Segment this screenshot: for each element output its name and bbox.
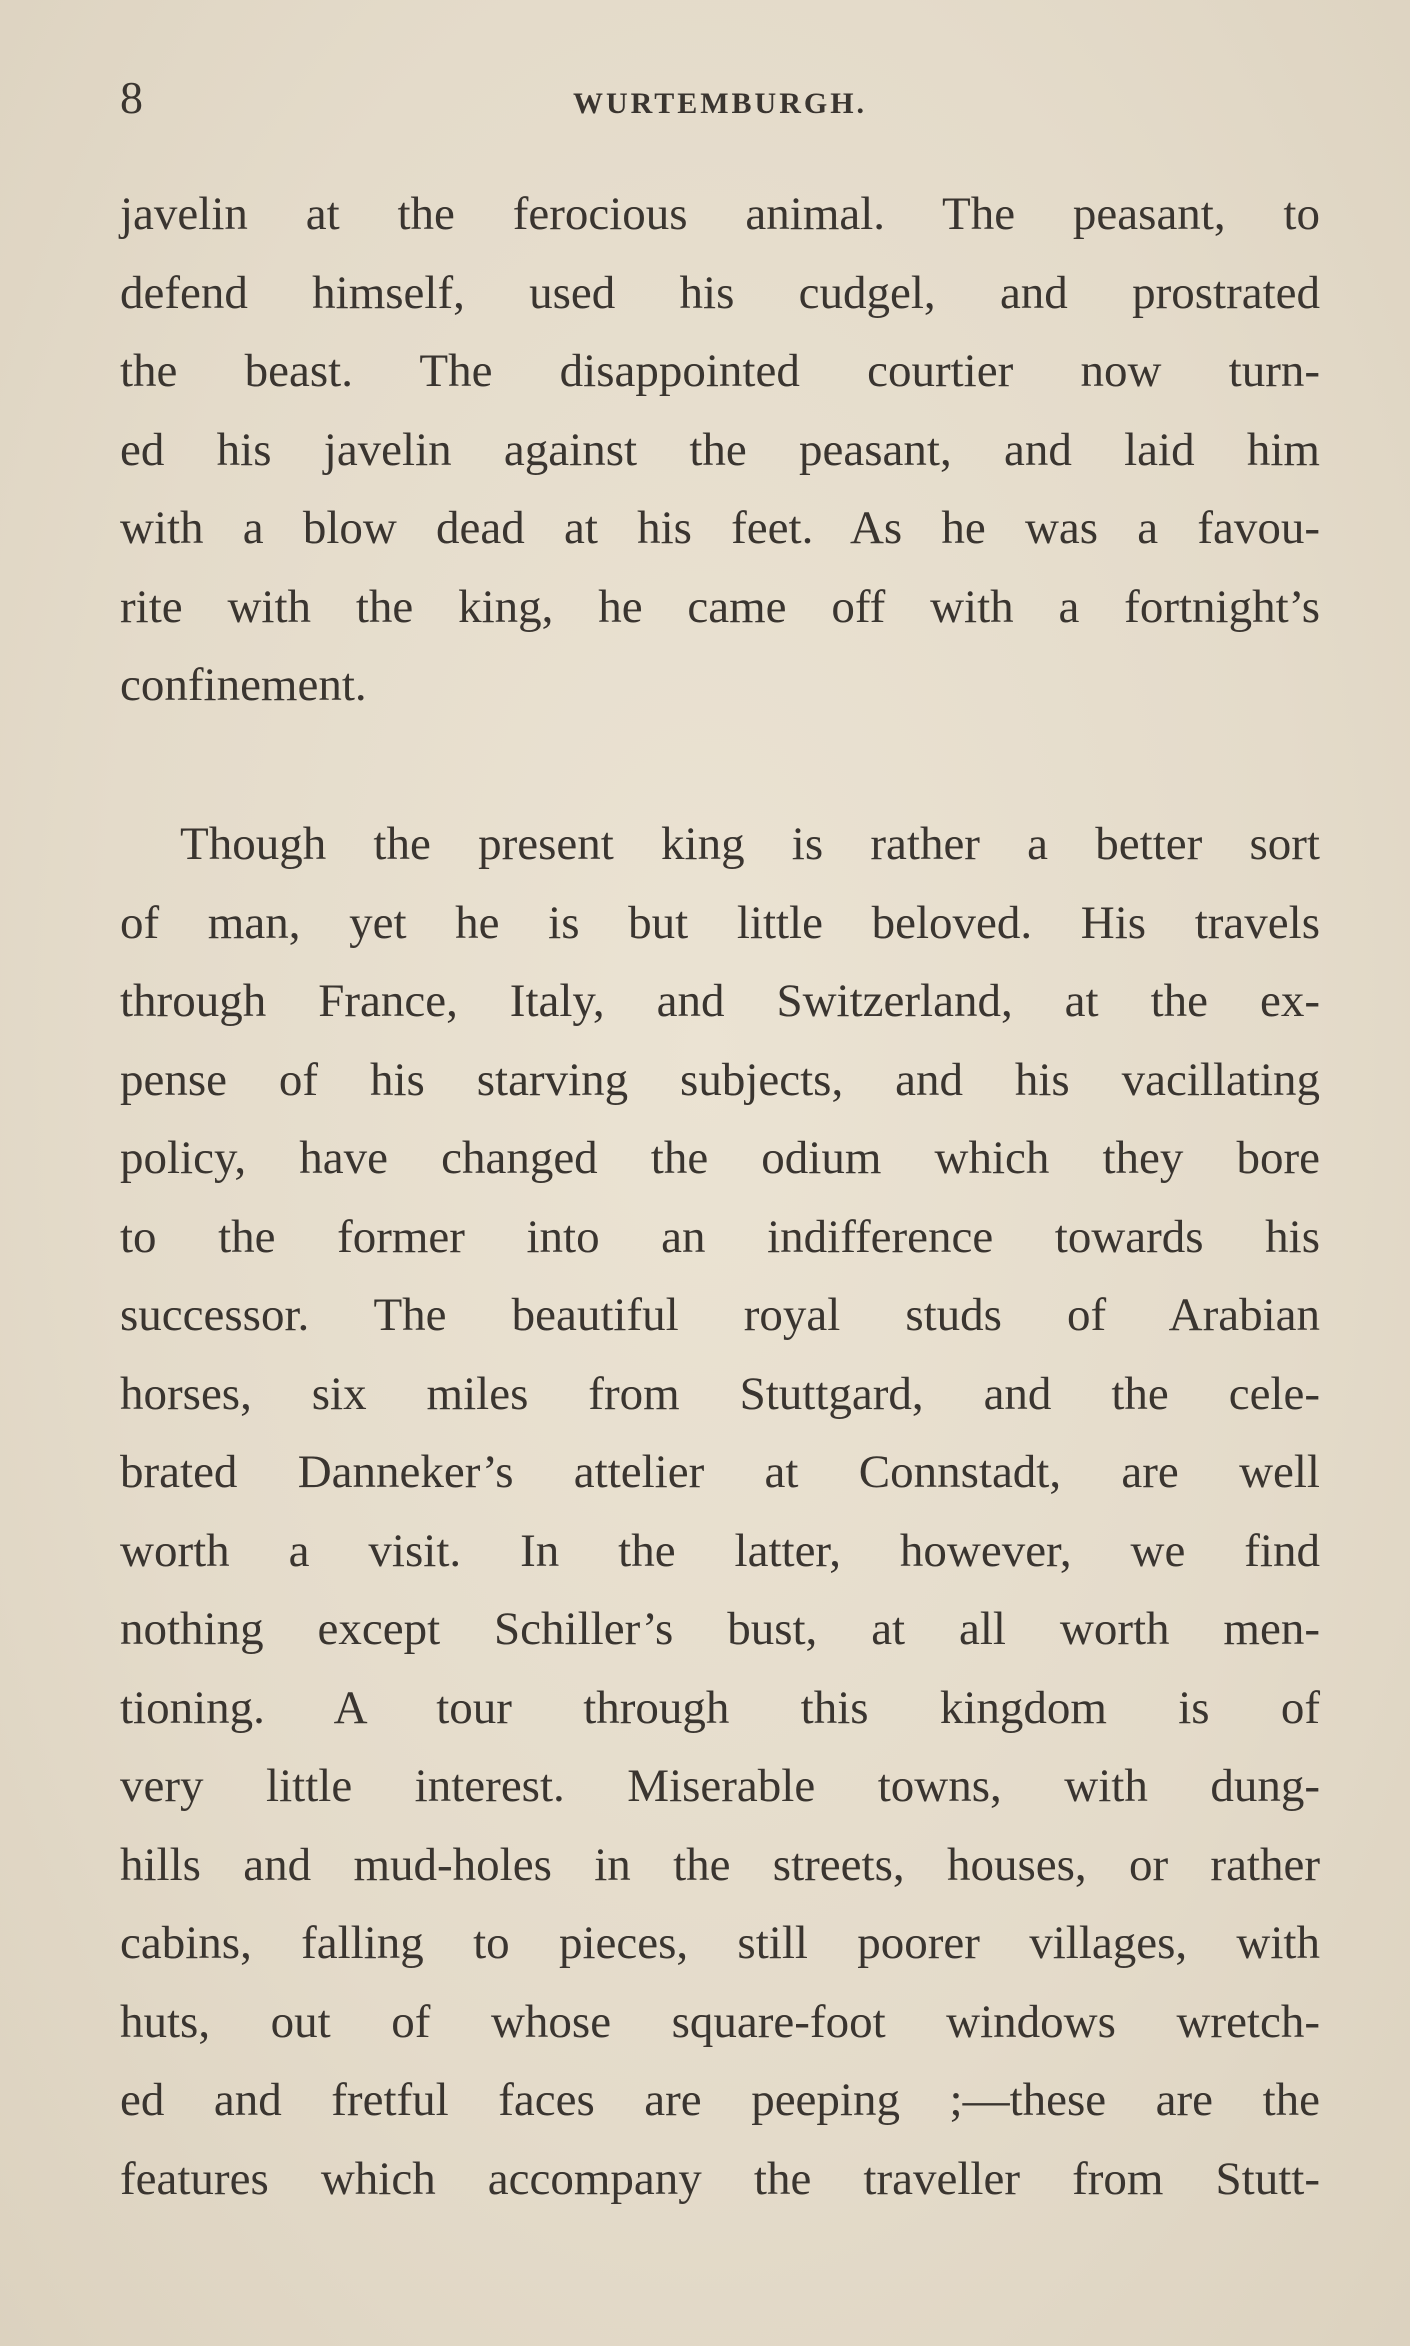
text-line: cabins, falling to pieces, still poorer villages, with [120, 1917, 1320, 1969]
text-line: rite with the king, he came off with a fortnight’s [120, 580, 1320, 633]
text-line: tioning. A tour through this kingdom is of [120, 1681, 1320, 1734]
text-line: successor. The beautiful royal studs of Arabian [120, 1289, 1320, 1341]
text-line: hills and mud-holes in the streets, houses, or rather [120, 1838, 1320, 1891]
text-line: huts, out of whose square-foot windows wretch- [120, 1995, 1320, 2048]
text-line: javelin at the ferocious animal. The peasant, to [120, 188, 1320, 240]
text-line: policy, have changed the odium which they bore [120, 1132, 1320, 1184]
text-line: very little interest. Miserable towns, with dung- [120, 1760, 1320, 1812]
text-line: pense of his starving subjects, and his vacillating [120, 1053, 1320, 1106]
text-line: ed his javelin against the peasant, and laid him [120, 423, 1320, 476]
text-line: confinement. [120, 659, 367, 711]
paragraph-2 [120, 805, 1320, 2218]
page-header [120, 68, 1320, 128]
text-line: ed and fretful faces are peeping ;—these are the [120, 2074, 1320, 2126]
running-head: WURTEMBURGH. [572, 87, 868, 120]
paragraph-1 [120, 175, 1320, 725]
text-line: nothing except Schiller’s bust, at all worth men- [120, 1603, 1320, 1655]
text-line: defend himself, used his cudgel, and prostrated [120, 266, 1320, 319]
text-line: Though the present king is rather a better sort [180, 818, 1320, 870]
text-line: brated Danneker’s attelier at Connstadt, are well [120, 1446, 1320, 1498]
text-line: features which accompany the traveller from Stutt- [120, 2152, 1320, 2205]
text-line: worth a visit. In the latter, however, we find [120, 1524, 1320, 1577]
text-line: horses, six miles from Stuttgard, and the cele- [120, 1367, 1320, 1420]
text-line: with a blow dead at his feet. As he was a favou- [120, 502, 1320, 554]
text-line: the beast. The disappointed courtier now turn- [120, 345, 1320, 397]
page-number: 8 [120, 72, 143, 123]
text-line: through France, Italy, and Switzerland, at the ex- [120, 975, 1320, 1027]
text-line: to the former into an indifference towards his [120, 1210, 1320, 1263]
text-line: of man, yet he is but little beloved. His travels [120, 896, 1320, 949]
